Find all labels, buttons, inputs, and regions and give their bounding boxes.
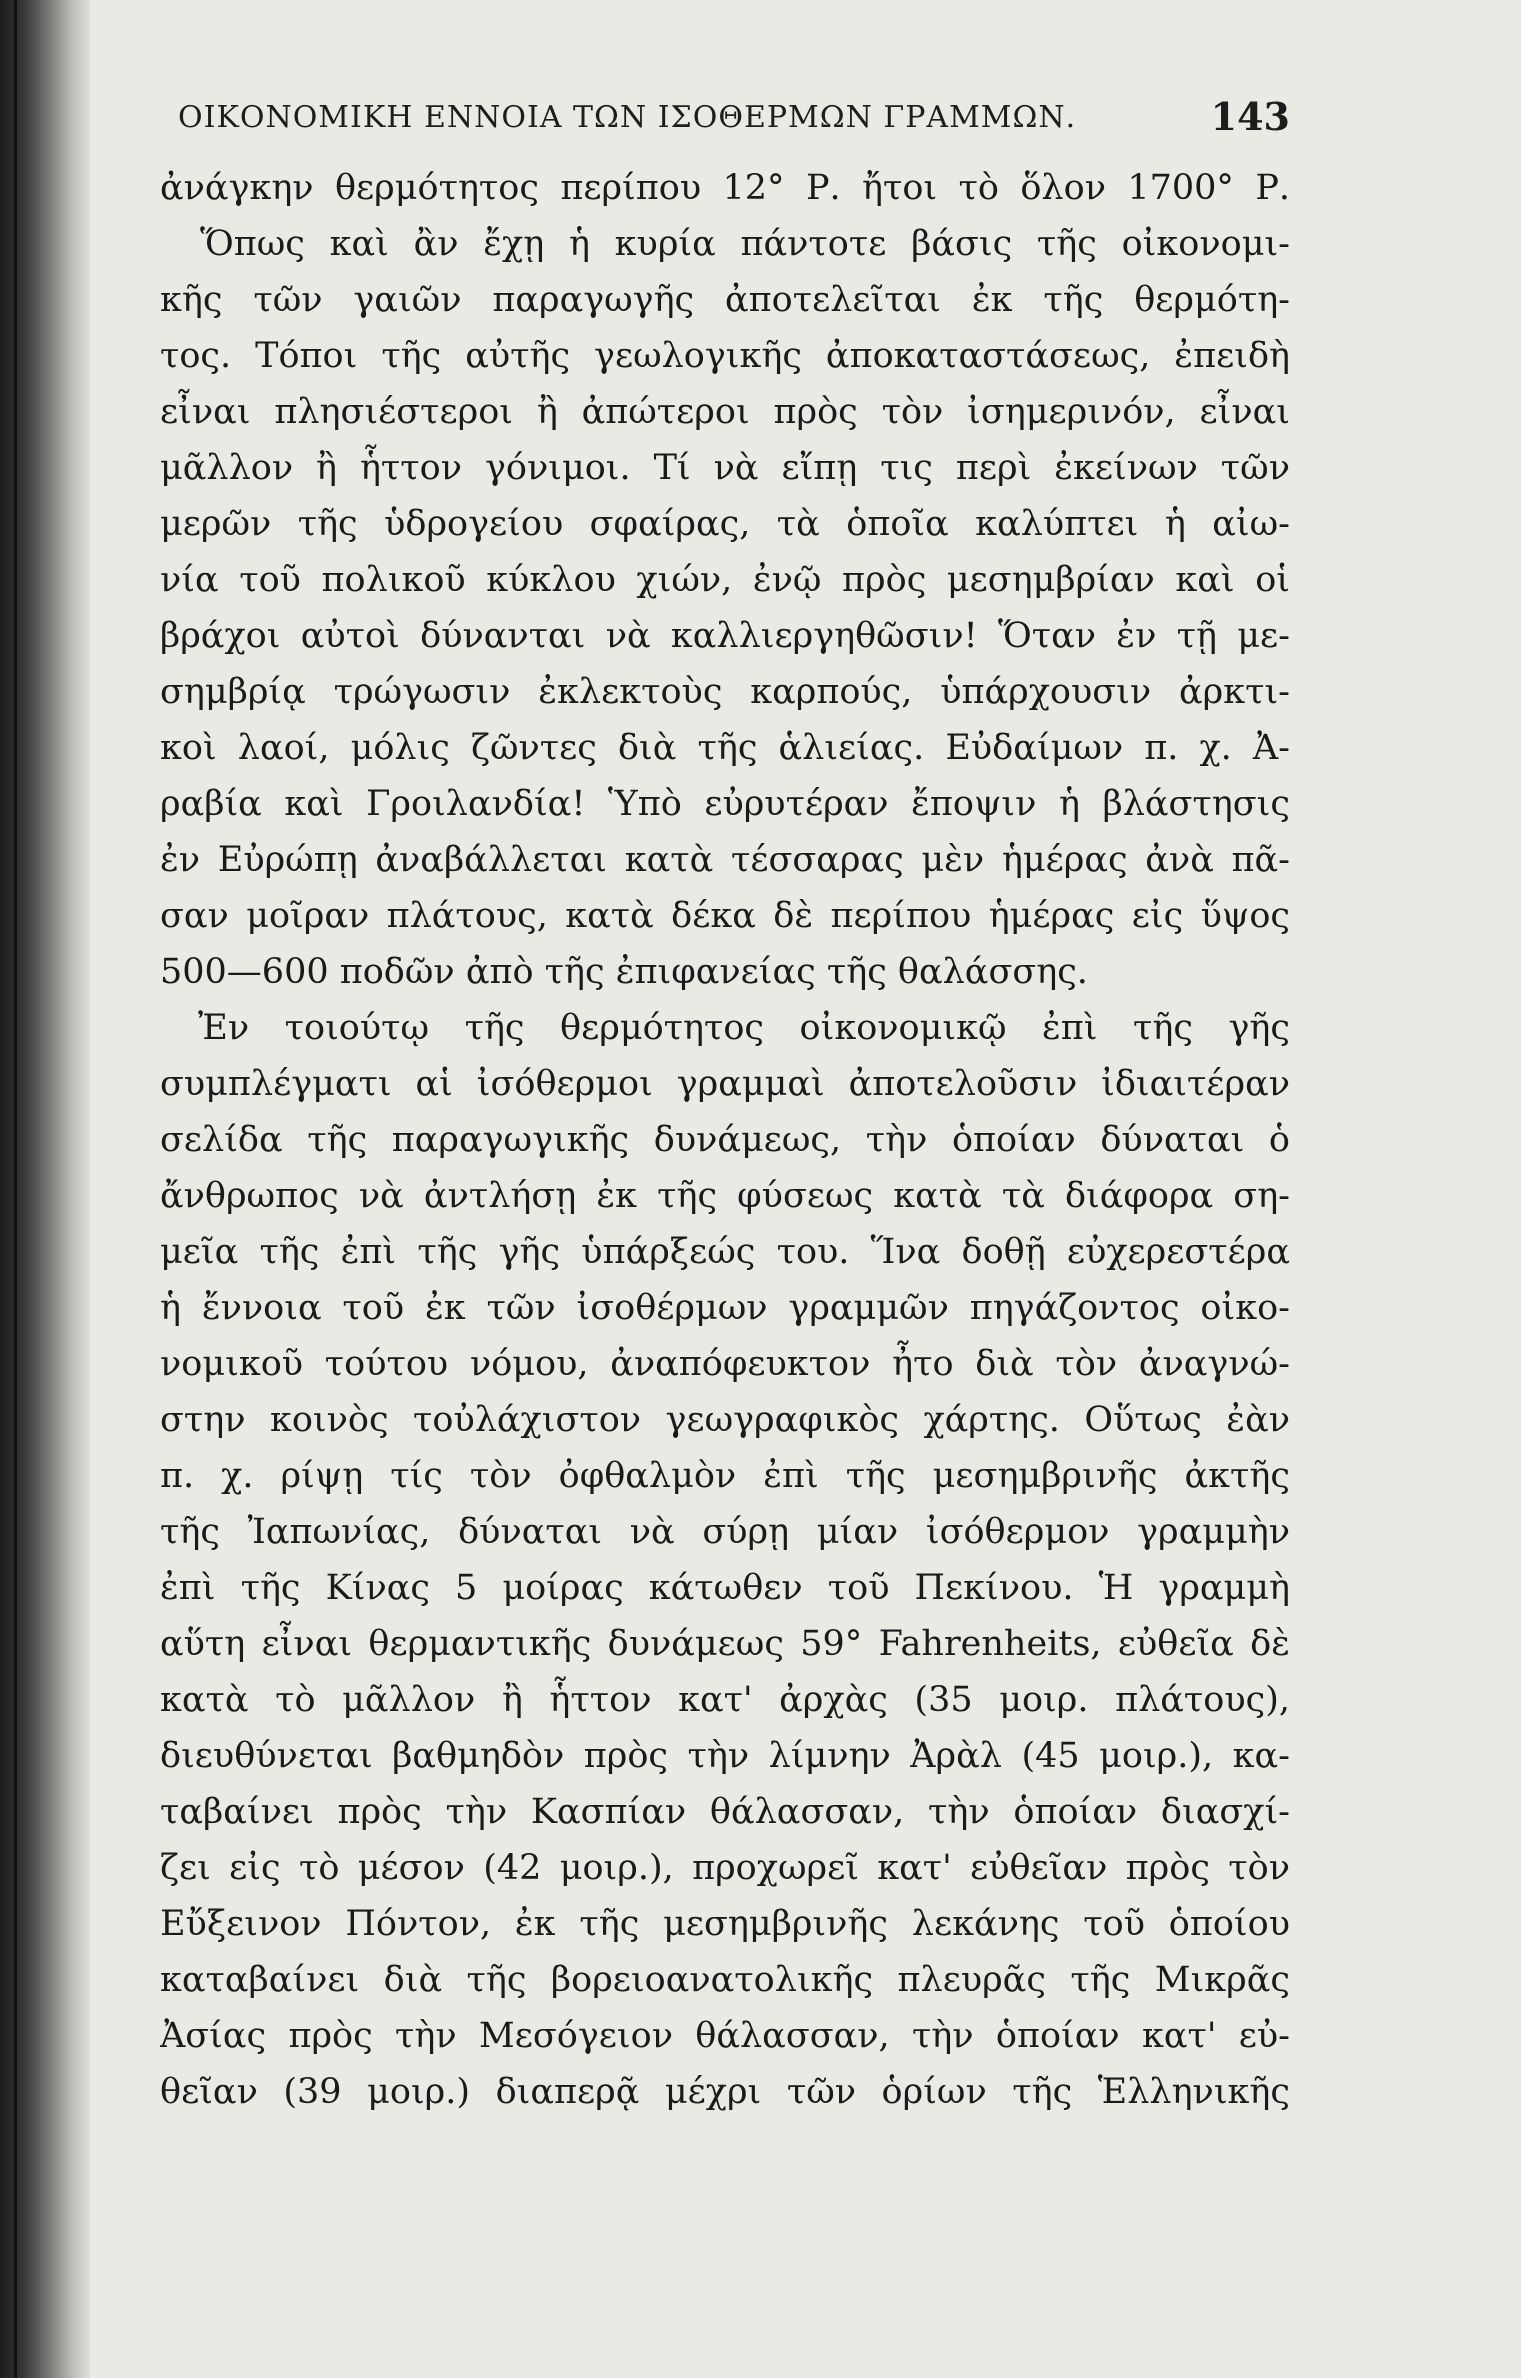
text-line: μᾶλλον ἢ ἧττον γόνιμοι. Τί νὰ εἴπῃ τις περὶ ἐκείνων τῶν [160, 448, 1290, 488]
text-line: π. χ. ρίψῃ τίς τὸν ὀφθαλμὸν ἐπὶ τῆς μεσημβρινῆς ἀκτῆς [160, 1456, 1290, 1496]
text-line: κῆς τῶν γαιῶν παραγωγῆς ἀποτελεῖται ἐκ τῆς θερμότη- [160, 280, 1290, 320]
text-line: ἄνθρωπος νὰ ἀντλήσῃ ἐκ τῆς φύσεως κατὰ τὰ διάφορα ση- [160, 1176, 1290, 1216]
text-line: ζει εἰς τὸ μέσον (42 μοιρ.), προχωρεῖ κατ' εὐθεῖαν πρὸς τὸν [160, 1848, 1290, 1888]
text-line: διευθύνεται βαθμηδὸν πρὸς τὴν λίμνην Ἀρὰλ (45 μοιρ.), κα- [160, 1736, 1290, 1776]
text-line: ραβία καὶ Γροιλανδία! Ὑπὸ εὐρυτέραν ἔποψιν ἡ βλάστησις [160, 784, 1290, 824]
text-line: 500—600 ποδῶν ἀπὸ τῆς ἐπιφανείας τῆς θαλάσσης. [160, 952, 1088, 992]
text-line: τῆς Ἰαπωνίας, δύναται νὰ σύρῃ μίαν ἰσόθερμον γραμμὴν [160, 1512, 1290, 1552]
book-binding-edge [0, 0, 90, 2378]
text-line: συμπλέγματι αἱ ἰσόθερμοι γραμμαὶ ἀποτελοῦσιν ἰδιαιτέραν [160, 1064, 1290, 1104]
text-line: Ἀσίας πρὸς τὴν Μεσόγειον θάλασσαν, τὴν ὁποίαν κατ' εὐ- [160, 2016, 1290, 2056]
text-line: εἶναι πλησιέστεροι ἢ ἀπώτεροι πρὸς τὸν ἰσημερινόν, εἶναι [160, 392, 1290, 432]
text-line: βράχοι αὐτοὶ δύνανται νὰ καλλιεργηθῶσιν! Ὅταν ἐν τῇ με- [160, 616, 1290, 656]
text-line: ἐν Εὐρώπῃ ἀναβάλλεται κατὰ τέσσαρας μὲν ἡμέρας ἀνὰ πᾶ- [160, 840, 1290, 880]
text-line: μερῶν τῆς ὑδρογείου σφαίρας, τὰ ὁποῖα καλύπτει ἡ αἰω- [160, 504, 1290, 544]
text-line: ἡ ἔννοια τοῦ ἐκ τῶν ἰσοθέρμων γραμμῶν πηγάζοντος οἰκο- [160, 1288, 1290, 1328]
running-head-title: ΟΙΚΟΝΟΜΙΚΗ ΕΝΝΟΙΑ ΤΩΝ ΙΣΟΘΕΡΜΩΝ ΓΡΑΜΜΩΝ. [178, 100, 1077, 135]
text-line: Εὔξεινον Πόντον, ἐκ τῆς μεσημβρινῆς λεκάνης τοῦ ὁποίου [160, 1904, 1290, 1944]
text-line: ἐπὶ τῆς Κίνας 5 μοίρας κάτωθεν τοῦ Πεκίνου. Ἡ γραμμὴ [160, 1568, 1290, 1608]
page-header [170, 94, 1290, 144]
text-line: αὕτη εἶναι θερμαντικῆς δυνάμεως 59° Fahrenheits, εὐθεῖα δὲ [160, 1624, 1290, 1664]
text-line: Ἐν τοιούτῳ τῆς θερμότητος οἰκονομικῷ ἐπὶ τῆς γῆς [198, 1008, 1290, 1048]
text-line: στην κοινὸς τοὐλάχιστον γεωγραφικὸς χάρτης. Οὕτως ἐὰν [160, 1400, 1290, 1440]
page-number: 143 [1210, 94, 1290, 139]
text-line: κατὰ τὸ μᾶλλον ἢ ἧττον κατ' ἀρχὰς (35 μοιρ. πλάτους), [160, 1680, 1290, 1720]
text-line: Ὅπως καὶ ἂν ἔχῃ ἡ κυρία πάντοτε βάσις τῆς οἰκονομι- [200, 224, 1290, 264]
body-text [160, 160, 1290, 2120]
text-line: νία τοῦ πολικοῦ κύκλου χιών, ἐνῷ πρὸς μεσημβρίαν καὶ οἱ [160, 560, 1290, 600]
text-line: τος. Τόποι τῆς αὐτῆς γεωλογικῆς ἀποκαταστάσεως, ἐπειδὴ [160, 336, 1290, 376]
text-line: σημβρίᾳ τρώγωσιν ἐκλεκτοὺς καρπούς, ὑπάρχουσιν ἀρκτι- [160, 672, 1290, 712]
text-line: σελίδα τῆς παραγωγικῆς δυνάμεως, τὴν ὁποίαν δύναται ὁ [160, 1120, 1290, 1160]
binding-shadow-line [14, 0, 17, 2378]
text-line: νομικοῦ τούτου νόμου, ἀναπόφευκτον ἦτο διὰ τὸν ἀναγνώ- [160, 1344, 1290, 1384]
text-line: κοὶ λαοί, μόλις ζῶντες διὰ τῆς ἁλιείας. Εὐδαίμων π. χ. Ἀ- [160, 728, 1290, 768]
text-line: ἀνάγκην θερμότητος περίπου 12° Ρ. ἤτοι τὸ ὅλον 1700° Ρ. [160, 168, 1290, 208]
text-line: μεῖα τῆς ἐπὶ τῆς γῆς ὑπάρξεώς του. Ἵνα δοθῇ εὐχερεστέρα [160, 1232, 1290, 1272]
text-line: θεῖαν (39 μοιρ.) διαπερᾷ μέχρι τῶν ὁρίων τῆς Ἑλληνικῆς [160, 2072, 1290, 2112]
text-line: καταβαίνει διὰ τῆς βορειοανατολικῆς πλευρᾶς τῆς Μικρᾶς [160, 1960, 1290, 2000]
text-line: σαν μοῖραν πλάτους, κατὰ δέκα δὲ περίπου ἡμέρας εἰς ὕψος [160, 896, 1290, 936]
text-line: ταβαίνει πρὸς τὴν Κασπίαν θάλασσαν, τὴν ὁποίαν διασχί- [160, 1792, 1290, 1832]
